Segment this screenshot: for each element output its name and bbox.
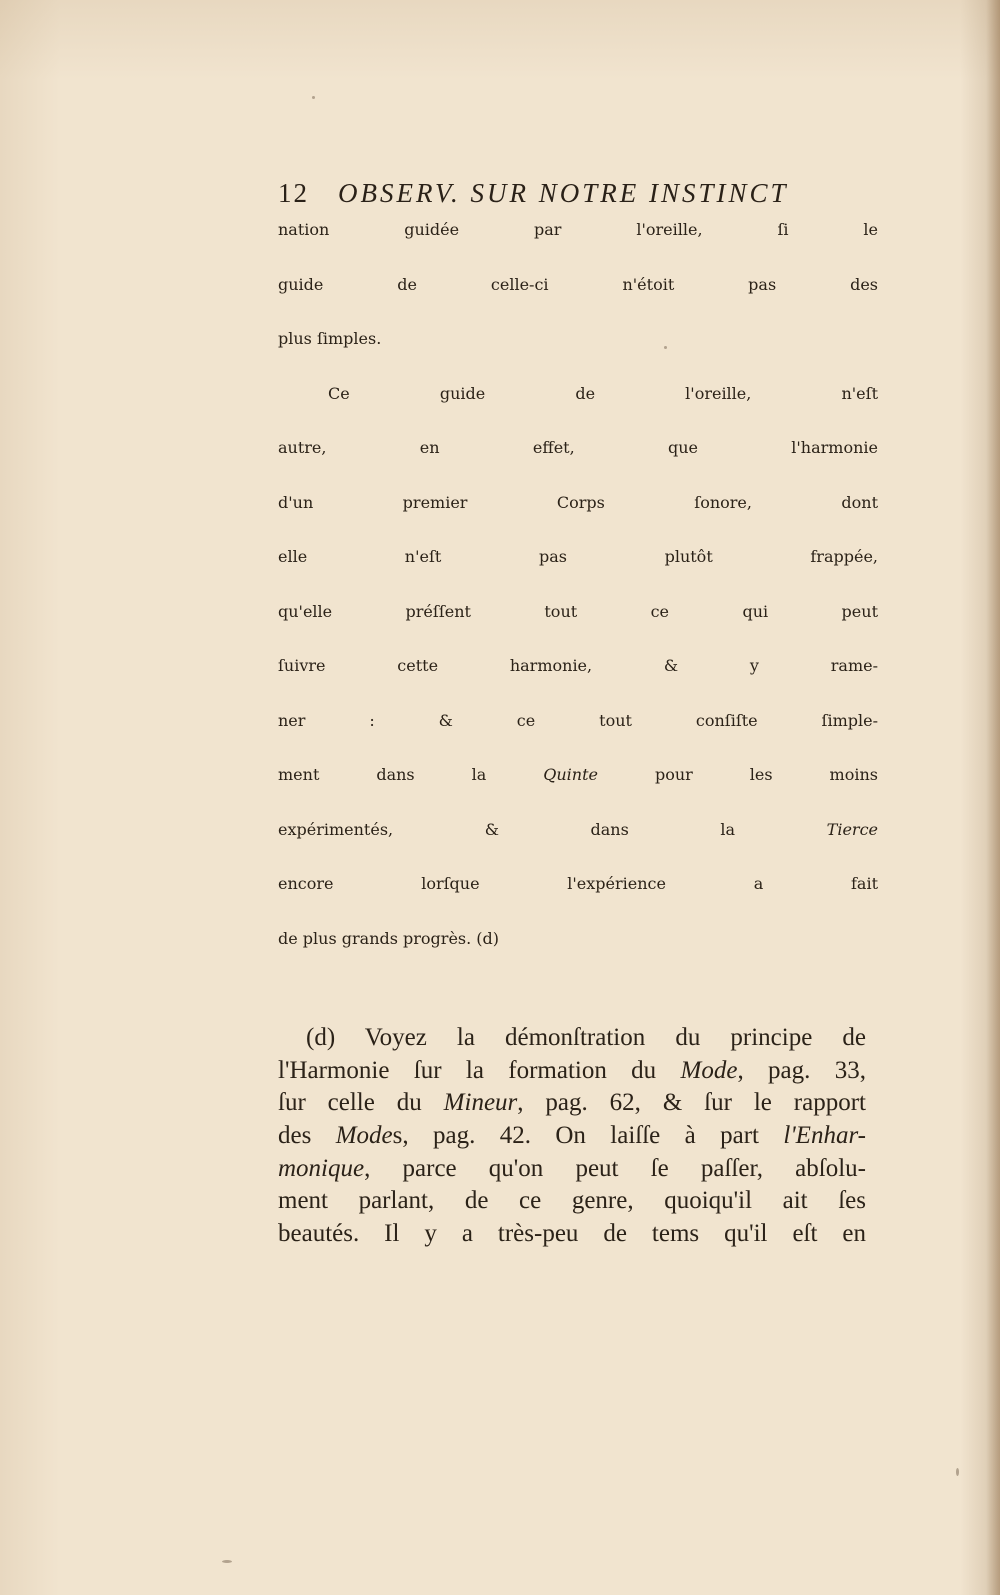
body-line: nation guidée par l'oreille, ſi le [278,220,878,239]
text-block [278,178,878,983]
body-line: encore lorſque l'expérience a fait [278,874,878,893]
running-head [278,178,878,220]
body-line: de plus grands progrès. (d) [278,928,500,948]
footnote-line: monique, parce qu'on peut ſe paſſer, abſolu- [278,1154,866,1182]
body-line: guide de celle-ci n'étoit pas des [278,274,878,294]
footnote-line: ment parlant, de ce genre, quoiqu'il ait ſes [278,1187,866,1215]
body-line: elle n'eſt pas plutôt frappée, [278,547,878,566]
paper-speck [956,1468,959,1476]
page-edge-shadow [986,0,1000,1595]
running-head-title: OBSERV. SUR NOTRE INSTINCT [338,178,789,208]
page-number: 12 [278,178,309,208]
body-line: ſuivre cette harmonie, & y rame- [278,656,878,675]
italic-term: Quinte [543,765,598,784]
body-line: Ce guide de l'oreille, n'eſt [328,383,878,403]
paper-speck [222,1560,232,1563]
body-line: plus ſimples. [278,329,382,348]
body-line: autre, en effet, que l'harmonie [278,438,878,457]
italic-term: Mineur [443,1089,518,1117]
italic-term: Tierce [826,819,878,839]
body-line: ner : & ce tout conſiſte ſimple- [278,710,878,730]
italic-term: l'Enhar- [783,1122,866,1150]
footnote [278,1022,866,1251]
body-line: ment dans la Quinte pour les moins [278,765,878,784]
italic-term: Mode [680,1056,738,1084]
italic-term: Mode [335,1122,393,1150]
body-line: expérimentés, & dans la Tierce [278,819,878,839]
footnote-line: beautés. Il y a très-peu de tems qu'il eſt en [278,1220,866,1248]
body-line: d'un premier Corps ſonore, dont [278,492,878,512]
italic-term: monique [278,1154,365,1182]
footnote-line: (d) Voyez la démonſtration du principe de [306,1024,866,1051]
body-line: qu'elle préſſent tout ce qui peut [278,601,878,621]
paper-speck [312,96,315,99]
footnote-line: l'Harmonie ſur la formation du Mode, pag. 33, [278,1056,866,1084]
footnote-line: des Modes, pag. 42. On laiſſe à part l'Enhar- [278,1122,866,1150]
body-text [278,220,878,983]
footnote-line: ſur celle du Mineur, pag. 62, & ſur le rapport [278,1089,866,1117]
